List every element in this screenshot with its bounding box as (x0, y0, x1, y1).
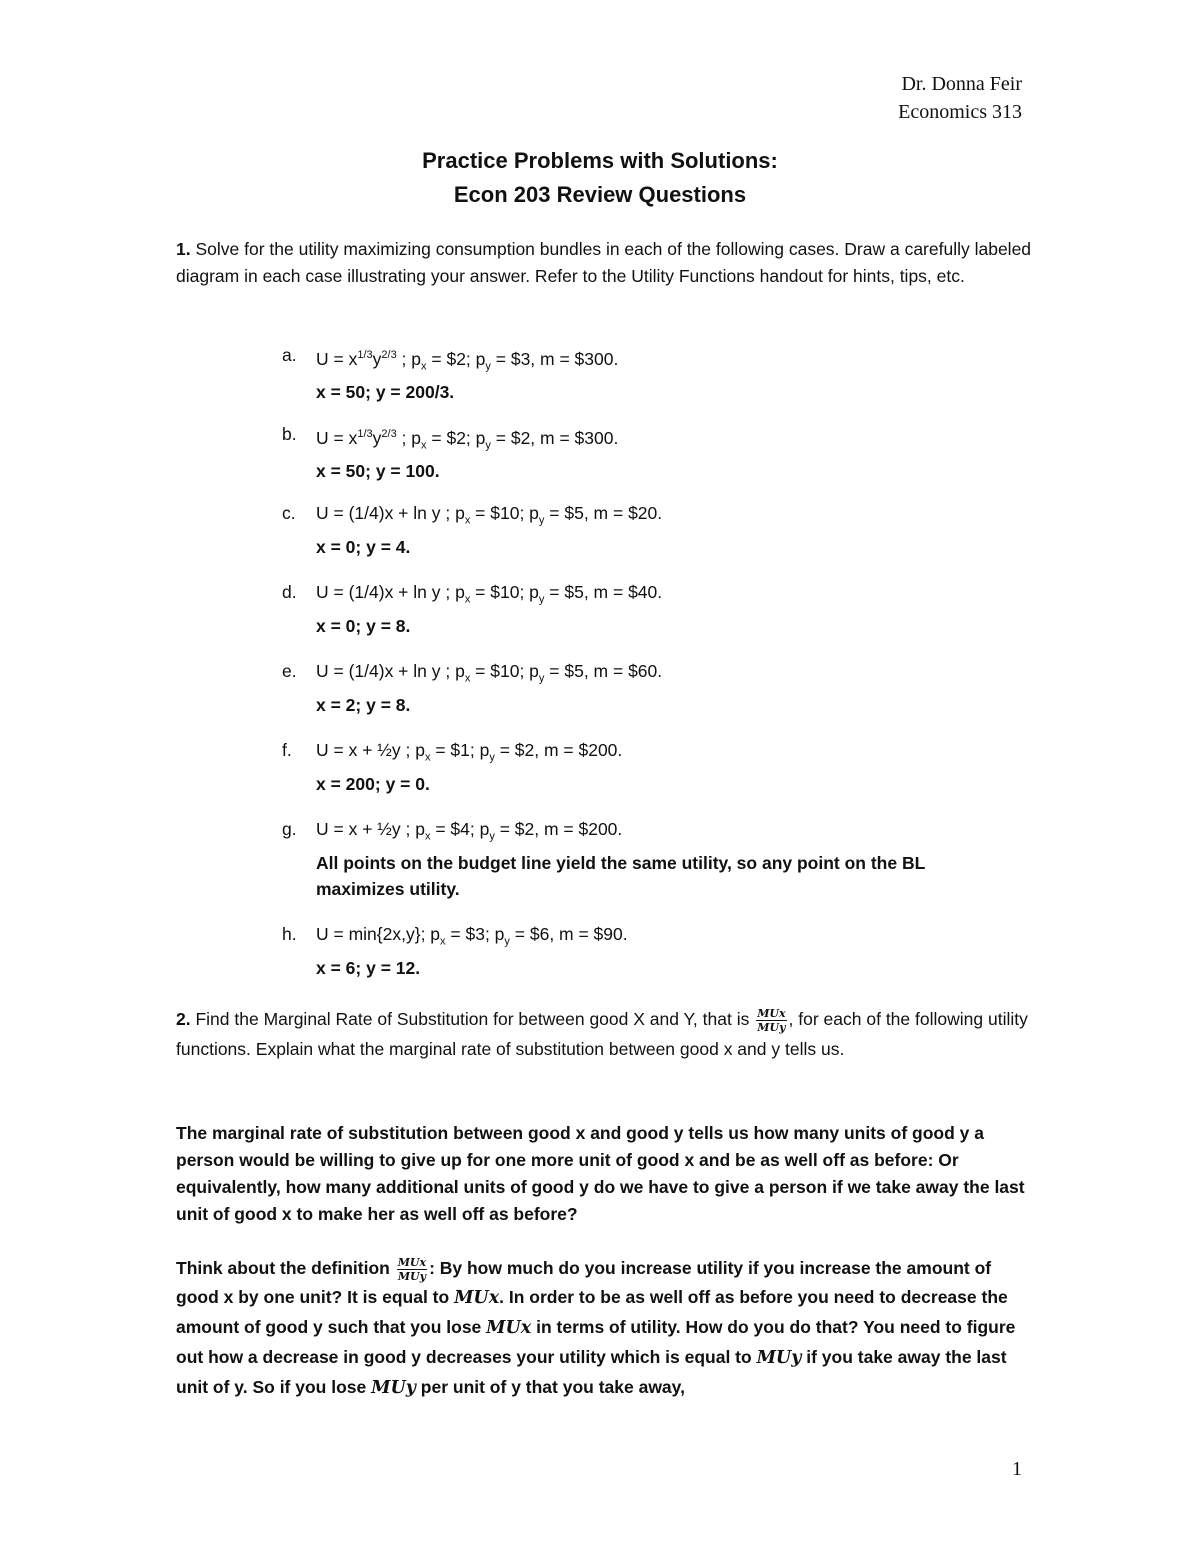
item-letter: f. (282, 740, 292, 760)
page-number: 1 (1012, 1458, 1022, 1480)
item-answer: x = 2; y = 8. (316, 694, 411, 715)
item-problem: $U = x^{1/3}y^{2/3}$ ; $p_x$ = $2; $p_y$ = $3, m = $300. (316, 348, 619, 373)
item-letter: g. (282, 819, 297, 839)
list-item (282, 342, 1042, 403)
question-1-number: 1. (176, 239, 191, 259)
question-1-items (282, 342, 1042, 1000)
title-line-2: Econ 203 Review Questions (453, 182, 747, 207)
title-line-1: Practice Problems with Solutions: (422, 148, 778, 173)
page-title (0, 144, 1200, 212)
list-item (282, 921, 1042, 978)
mrs-fraction: $\frac{\text{MUx}}{\text{MUy}}$ (757, 1006, 786, 1034)
mrs-explanation: The marginal rate of substitution between good x and good y tells us how many units of good y a person would be willing to give up for one more unit of good x and be as well off as before: Or equivalently, how many additional units of good y do we have to give a person if we take away the last unit of good x to make her as well off as before? (176, 1123, 1025, 1224)
item-problem: U = (1/4)x + ln y ; $p_x$ = $10; $p_y$ = $5, m = $40. (316, 582, 663, 606)
author-name: Dr. Donna Feir (901, 73, 1022, 95)
question-2-number: 2. (176, 1009, 191, 1029)
question-1-text: Solve for the utility maximizing consumption bundles in each of the following cases. Draw a carefully labeled diagram in each case illustrating your answer. Refer to the Utility Functions handout for hints, tips, etc. (176, 239, 1032, 286)
header (898, 70, 1022, 126)
item-answer: x = 50; y = 200/3. (316, 382, 455, 403)
list-item (282, 737, 1042, 794)
item-letter: h. (282, 924, 297, 944)
course-name: Economics 313 (898, 101, 1022, 123)
question-1 (176, 236, 1036, 290)
item-answer: x = 50; y = 100. (316, 461, 440, 482)
item-letter: d. (282, 582, 297, 602)
item-problem: $U = x^{1/3}y^{2/3}$ ; $p_x$ = $2; $p_y$ = $2, m = $300. (316, 427, 619, 452)
item-answer: All points on the budget line yield the same utility, so any point on the BL maximizes utility. (316, 852, 925, 899)
item-answer: x = 0; y = 4. (316, 536, 411, 557)
list-item (282, 658, 1042, 715)
list-item (282, 421, 1042, 482)
list-item (282, 816, 1042, 899)
question-2: 2. Find the Marginal Rate of Substitution for between good X and Y, that is $\frac{\text{MUx}}{\text{MUy}}$ , for each of the following utility functions. Explain what the marginal rate of substitution between good x and y tells us. (176, 1006, 1028, 1059)
item-letter: b. (282, 424, 297, 444)
item-problem: U = (1/4)x + ln y ; $p_x$ = $10; $p_y$ = $5, m = $20. (316, 503, 663, 527)
item-answer: x = 0; y = 8. (316, 615, 411, 636)
item-problem: U = x + ½y ; $p_x$ = $4; $p_y$ = $2, m = $200. (316, 819, 623, 843)
item-letter: c. (282, 503, 296, 523)
mrs-definition-paragraph: Think about the definition $\frac{\text{MUx}}{\text{MUy}}$ : By how much do you increase utility if you increase the amount of good x by one unit? It is equal to MUx. In order to be as well off as before you need to decrease the amount of good y such that you lose MUx in terms of utility. How do you do that? You need to figure out how a decrease in good y decreases your utility which is equal to MUy if you take away the last unit of y. So if you lose MUy per unit of y that you take away, (176, 1255, 1016, 1398)
item-problem: U = min{2x,y}; $p_x$ = $3; $p_y$ = $6, m = $90. (316, 924, 628, 948)
mrs-fraction-2: $\frac{\text{MUx}}{\text{MUy}}$ (397, 1255, 427, 1283)
item-answer: x = 200; y = 0. (316, 773, 430, 794)
item-problem: U = (1/4)x + ln y ; $p_x$ = $10; $p_y$ = $5, m = $60. (316, 661, 663, 685)
item-letter: e. (282, 661, 297, 681)
item-letter: a. (282, 345, 297, 365)
item-problem: U = x + ½y ; $p_x$ = $1; $p_y$ = $2, m = $200. (316, 740, 623, 764)
list-item (282, 579, 1042, 636)
list-item (282, 500, 1042, 557)
item-answer: x = 6; y = 12. (316, 957, 421, 978)
